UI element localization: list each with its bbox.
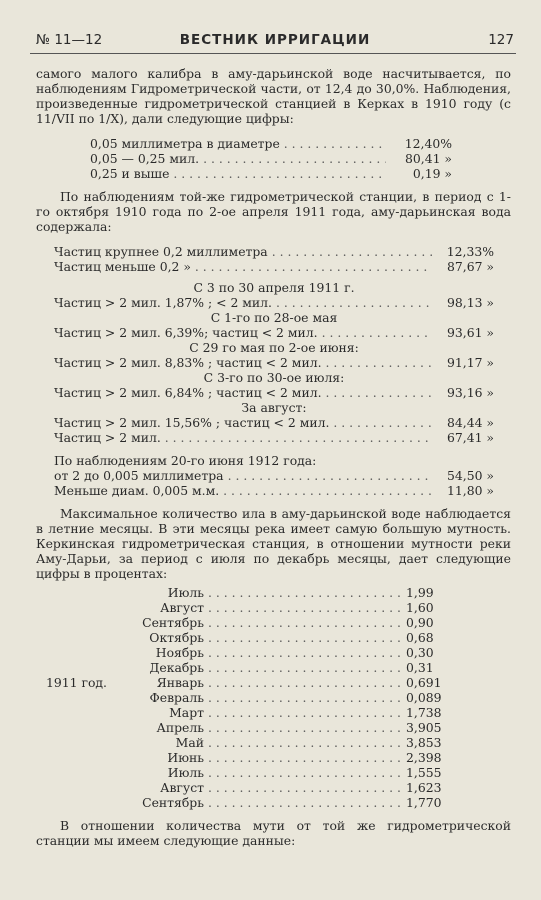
table-row [36,720,511,735]
month-name: Сентябрь [142,615,204,630]
month-name: Ноябрь [155,645,204,660]
table-row: Частиц > 2 мил. 15,56% ; частиц < 2 мил. . . . 84,44 » [54,415,494,430]
table-row: Частиц меньше 0,2 » . . . 87,67 » [54,259,494,274]
month-value: 0,68 [406,630,434,645]
period-title: С 3 по 30 апреля 1911 г. [193,280,355,295]
table-row [36,645,511,660]
table-row: 0,05 — 0,25 мил. . . . 80,41 » [90,151,452,166]
table-row [36,705,511,720]
period-title: С 1-го по 28-ое мая [210,310,338,325]
month-name: Декабрь [149,660,204,675]
june-1912-title: По наблюдениям 20-го июня 1912 года: [54,453,317,468]
month-name: Июль [167,585,204,600]
table-row [36,750,511,765]
month-name: Февраль [149,690,204,705]
table-row: Частиц > 2 мил. . . . 67,41 » [54,430,494,445]
table-row [36,795,511,810]
month-value: 1,555 [406,765,442,780]
month-value: 1,623 [406,780,442,795]
monthly-turbidity-table [36,585,511,810]
month-value: 1,738 [406,705,442,720]
month-value: 1,99 [406,585,434,600]
table-row [36,780,511,795]
page-body [36,66,511,848]
month-value: 2,398 [406,750,442,765]
table-row: Частиц > 2 мил. 8,83% ; частиц < 2 мил. . . . 91,17 » [54,355,494,370]
table-row [36,600,511,615]
page-number: 127 [488,32,514,48]
paragraph-3: Максимальное количество ила в аму-дарьинской воде наблюдается в летние месяцы. В эти месяцы река имеет самую большую мутность. Керкинская гидрометрическая станция, в отношении мутности реки Аму-Дарьи, за период с июля по декабрь месяцы, дает следующие цифры в процентах: [36,506,511,581]
table-row: Частиц > 2 мил. 1,87% ; < 2 мил. . . . 98,13 » [54,295,494,310]
table-row: 0,25 и выше . . . 0,19 » [90,166,452,181]
header-rule [30,53,516,54]
month-name: Октябрь [149,630,204,645]
page-header [36,33,514,53]
month-name: Январь [156,675,204,690]
month-value: 0,90 [406,615,434,630]
table-row [36,660,511,675]
period-title: С 29 го мая по 2-ое июня: [189,340,359,355]
table-row: Частиц > 2 мил. 6,39%; частиц < 2 мил. . . . 93,61 » [54,325,494,340]
month-value: 0,30 [406,645,434,660]
month-name: Июль [167,765,204,780]
month-value: 3,853 [406,735,442,750]
table-row [36,675,511,690]
table-row [36,690,511,705]
table-row [36,765,511,780]
paragraph-2: По наблюдениям той-же гидрометрической станции, в период с 1-го октября 1910 года по 2-ое апреля 1911 года, аму-дарьинская вода содержала: [36,189,511,234]
month-value: 0,691 [406,675,442,690]
table-row: от 2 до 0,005 миллиметра . . . 54,50 » [54,468,494,483]
table-block-2 [54,244,494,498]
year-label: 1911 год. [46,675,107,690]
month-name: Август [160,780,204,795]
table-block-1 [90,136,452,181]
month-name: Август [160,600,204,615]
month-value: 1,60 [406,600,434,615]
table-row [36,735,511,750]
table-row: Частиц > 2 мил. 6,84% ; частиц < 2 мил. . . . 93,16 » [54,385,494,400]
month-name: Апрель [156,720,204,735]
table-row: 0,05 миллиметра в диаметре . . . 12,40% [90,136,452,151]
journal-title: ВЕСТНИК ИРРИГАЦИИ [179,32,371,48]
table-row [36,630,511,645]
month-value: 0,089 [406,690,442,705]
issue-number: № 11—12 [36,32,103,48]
table-row [36,615,511,630]
table-row: Частиц крупнее 0,2 миллиметра . . . 12,33% [54,244,494,259]
month-name: Март [169,705,204,720]
period-title: За август: [241,400,307,415]
month-name: Май [175,735,204,750]
period-title: С 3-го по 30-ое июля: [203,370,345,385]
month-value: 3,905 [406,720,442,735]
paragraph-1: самого малого калибра в аму-дарьинской воде насчитывается, по наблюдениям Гидрометрической части, от 12,4 до 30,0%. Наблюдения, произведенные гидрометрической станцией в Керках в 1910 году (с 11/VII по 1/X), дали следующие цифры: [36,66,511,126]
month-name: Июнь [167,750,204,765]
paragraph-4: В отношении количества мути от той же гидрометрической станции мы имеем следующие данные: [36,818,511,848]
month-value: 0,31 [406,660,434,675]
month-value: 1,770 [406,795,442,810]
table-row: Меньше диам. 0,005 м.м. . . . 11,80 » [54,483,494,498]
table-row [36,585,511,600]
month-name: Сентябрь [142,795,204,810]
